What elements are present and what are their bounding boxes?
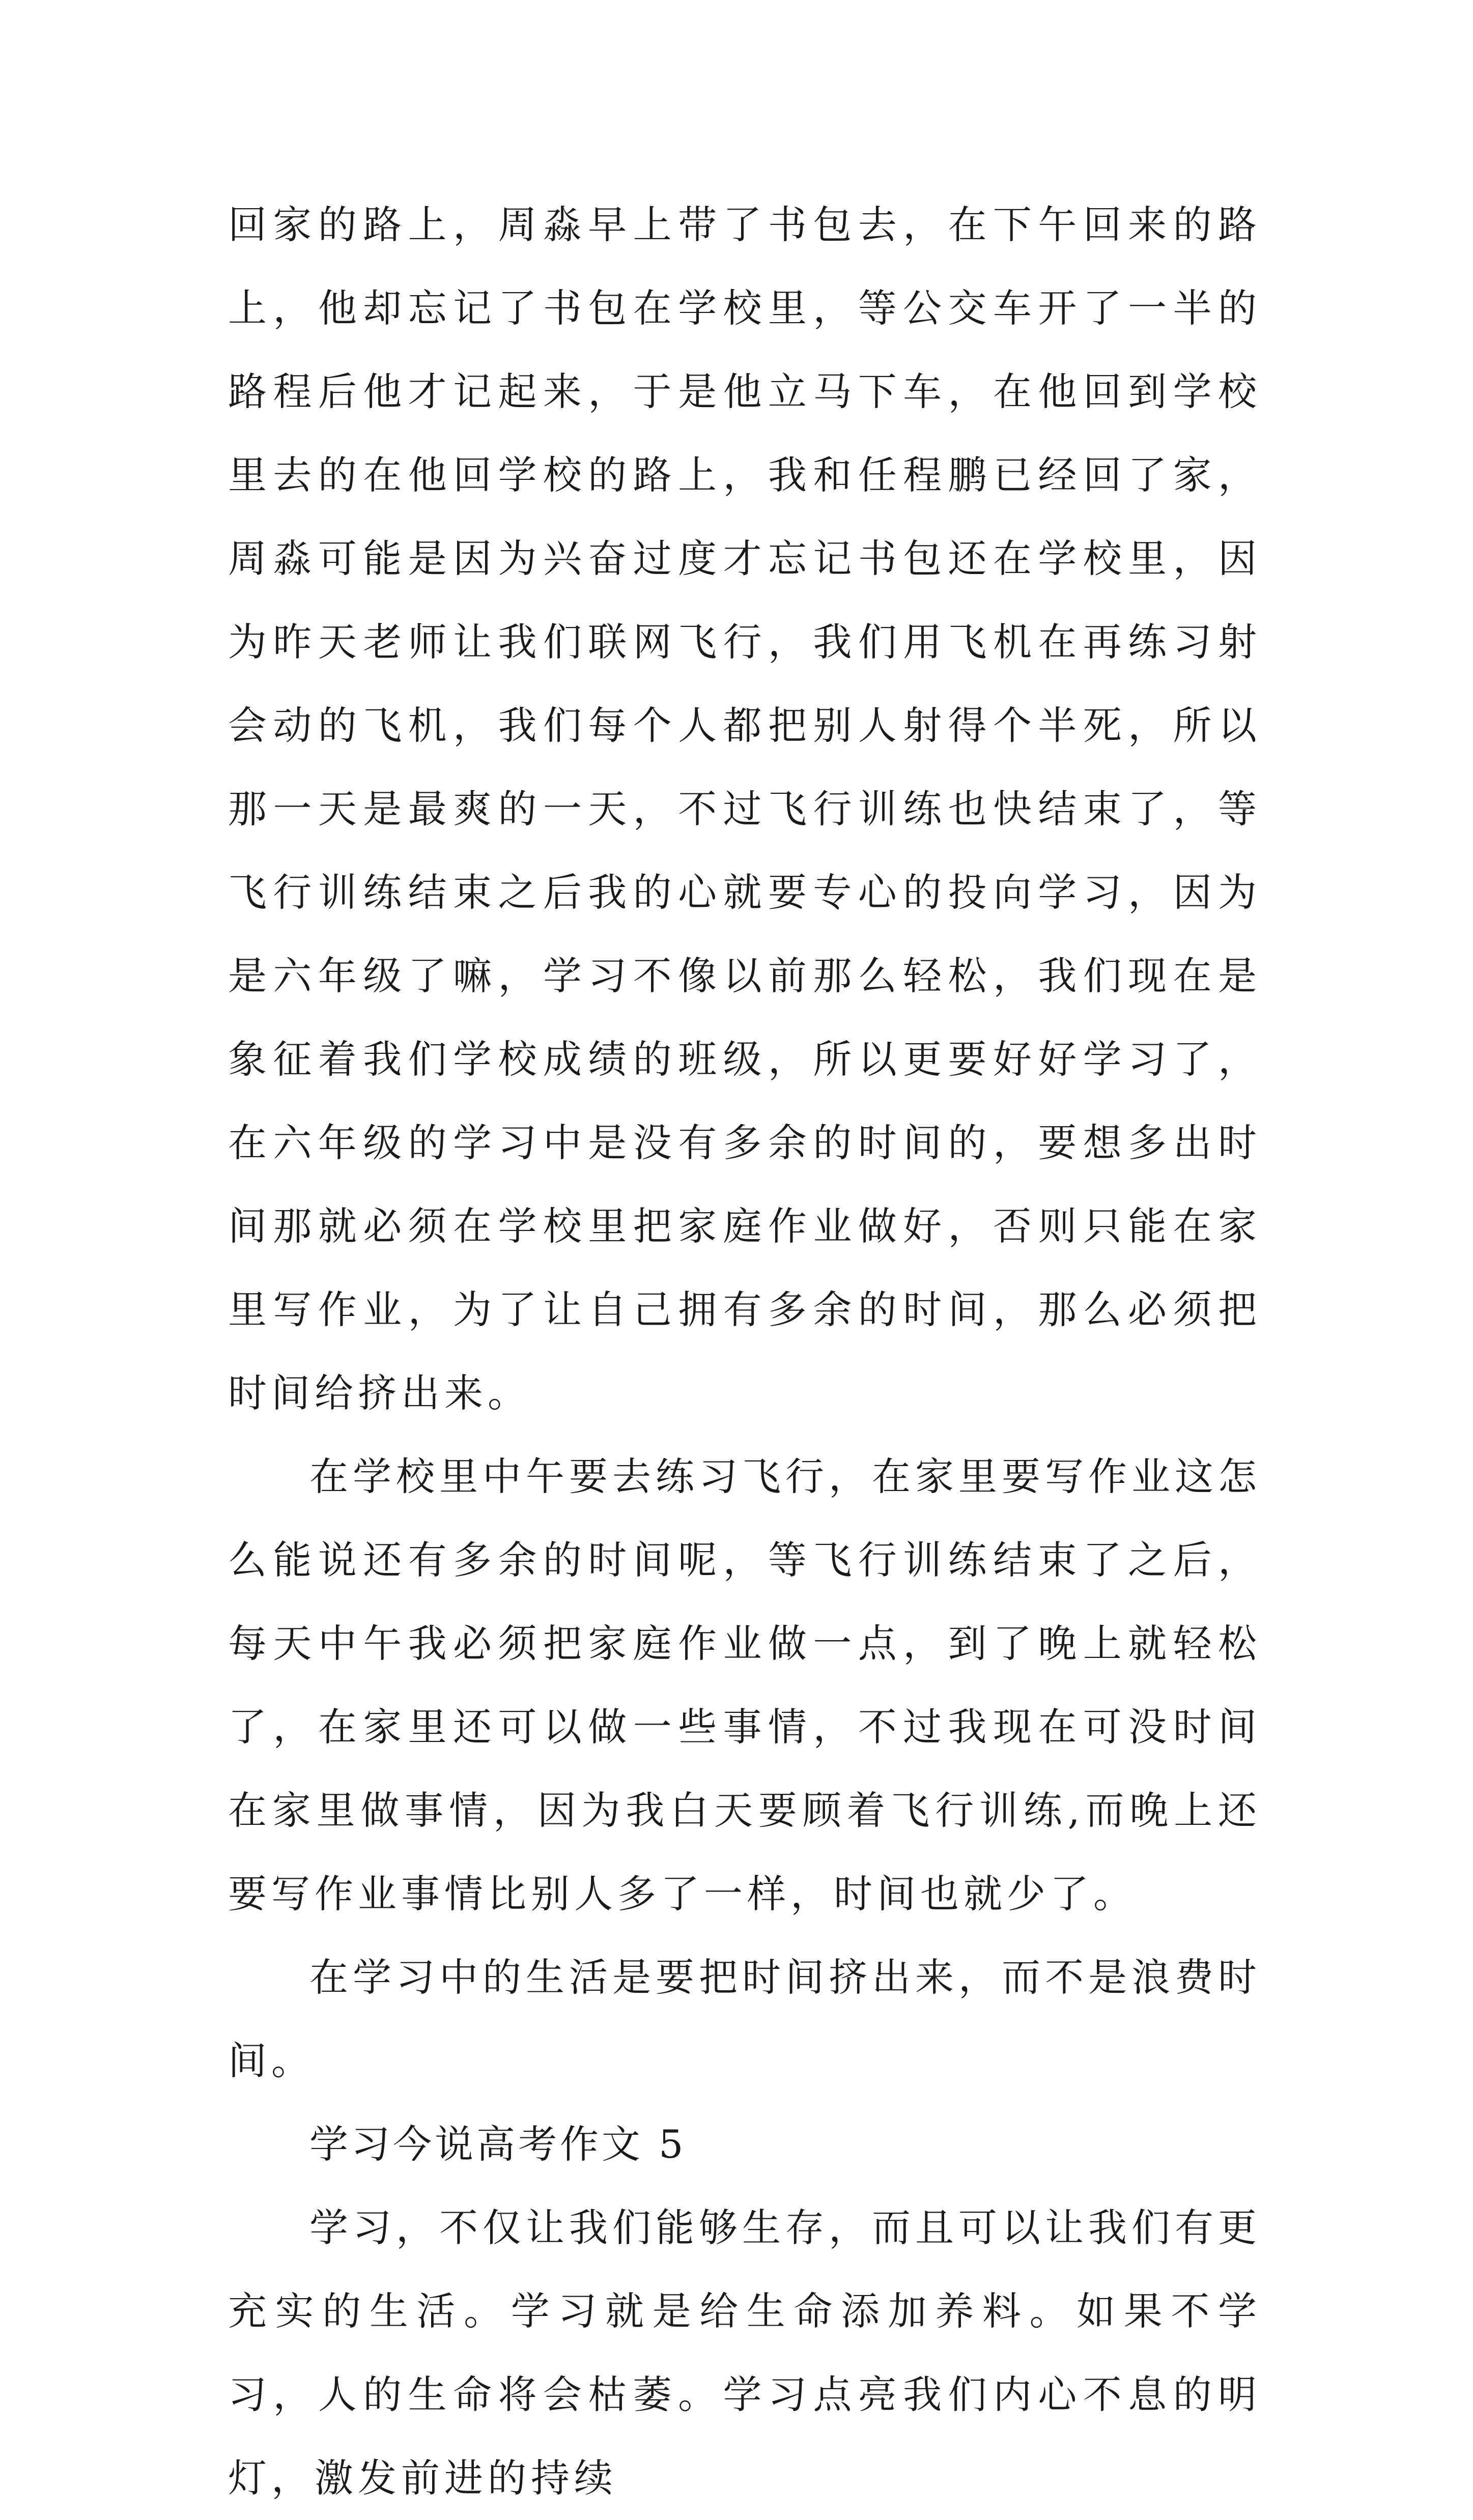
paragraph-1: 回家的路上，周淼早上带了书包去，在下午回来的路上，他却忘记了书包在学校里，等公交车开了一半的路程后他才记起来，于是他立马下车，在他回到学校里去的在他回学校的路上，我和任程鹏已经回了家，周淼可能是因为兴奋过度才忘记书包还在学校里，因为昨天老师让我们联网飞行，我们用飞机在再练习射会动的飞机，我们每个人都把别人射得个半死，所以那一天是最爽的一天，不过飞行训练也快结束了，等飞行训练结束之后我的心就要专心的投向学习，因为是六年级了嘛，学习不像以前那么轻松，我们现在是象征着我们学校成绩的班级，所以更要好好学习了，在六年级的学习中是没有多余的时间的，要想多出时间那就必须在学校里把家庭作业做好，否则只能在家里写作业，为了让自己拥有多余的时间，那么必须把时间给挤出来。 xyxy=(228,202,1261,1416)
paragraph-3: 在学习中的生活是要把时间挤出来，而不是浪费时间。 xyxy=(228,1955,1261,2083)
document-body xyxy=(228,183,1261,2520)
section-heading: 学习今说高考作文 5 xyxy=(309,2122,687,2167)
paragraph-4: 学习，不仅让我们能够生存，而且可以让我们有更充实的生活。学习就是给生命添加养料。如果不学习，人的生命将会枯萎。学习点亮我们内心不息的明灯，激发前进的持续 xyxy=(228,2205,1261,2501)
paragraph-2: 在学校里中午要去练习飞行，在家里要写作业这怎么能说还有多余的时间呢，等飞行训练结束了之后，每天中午我必须把家庭作业做一点，到了晚上就轻松了，在家里还可以做一些事情，不过我现在可没时间在家里做事情，因为我白天要顾着飞行训练,而晚上还要写作业事情比别人多了一样，时间也就少了。 xyxy=(228,1454,1261,1916)
